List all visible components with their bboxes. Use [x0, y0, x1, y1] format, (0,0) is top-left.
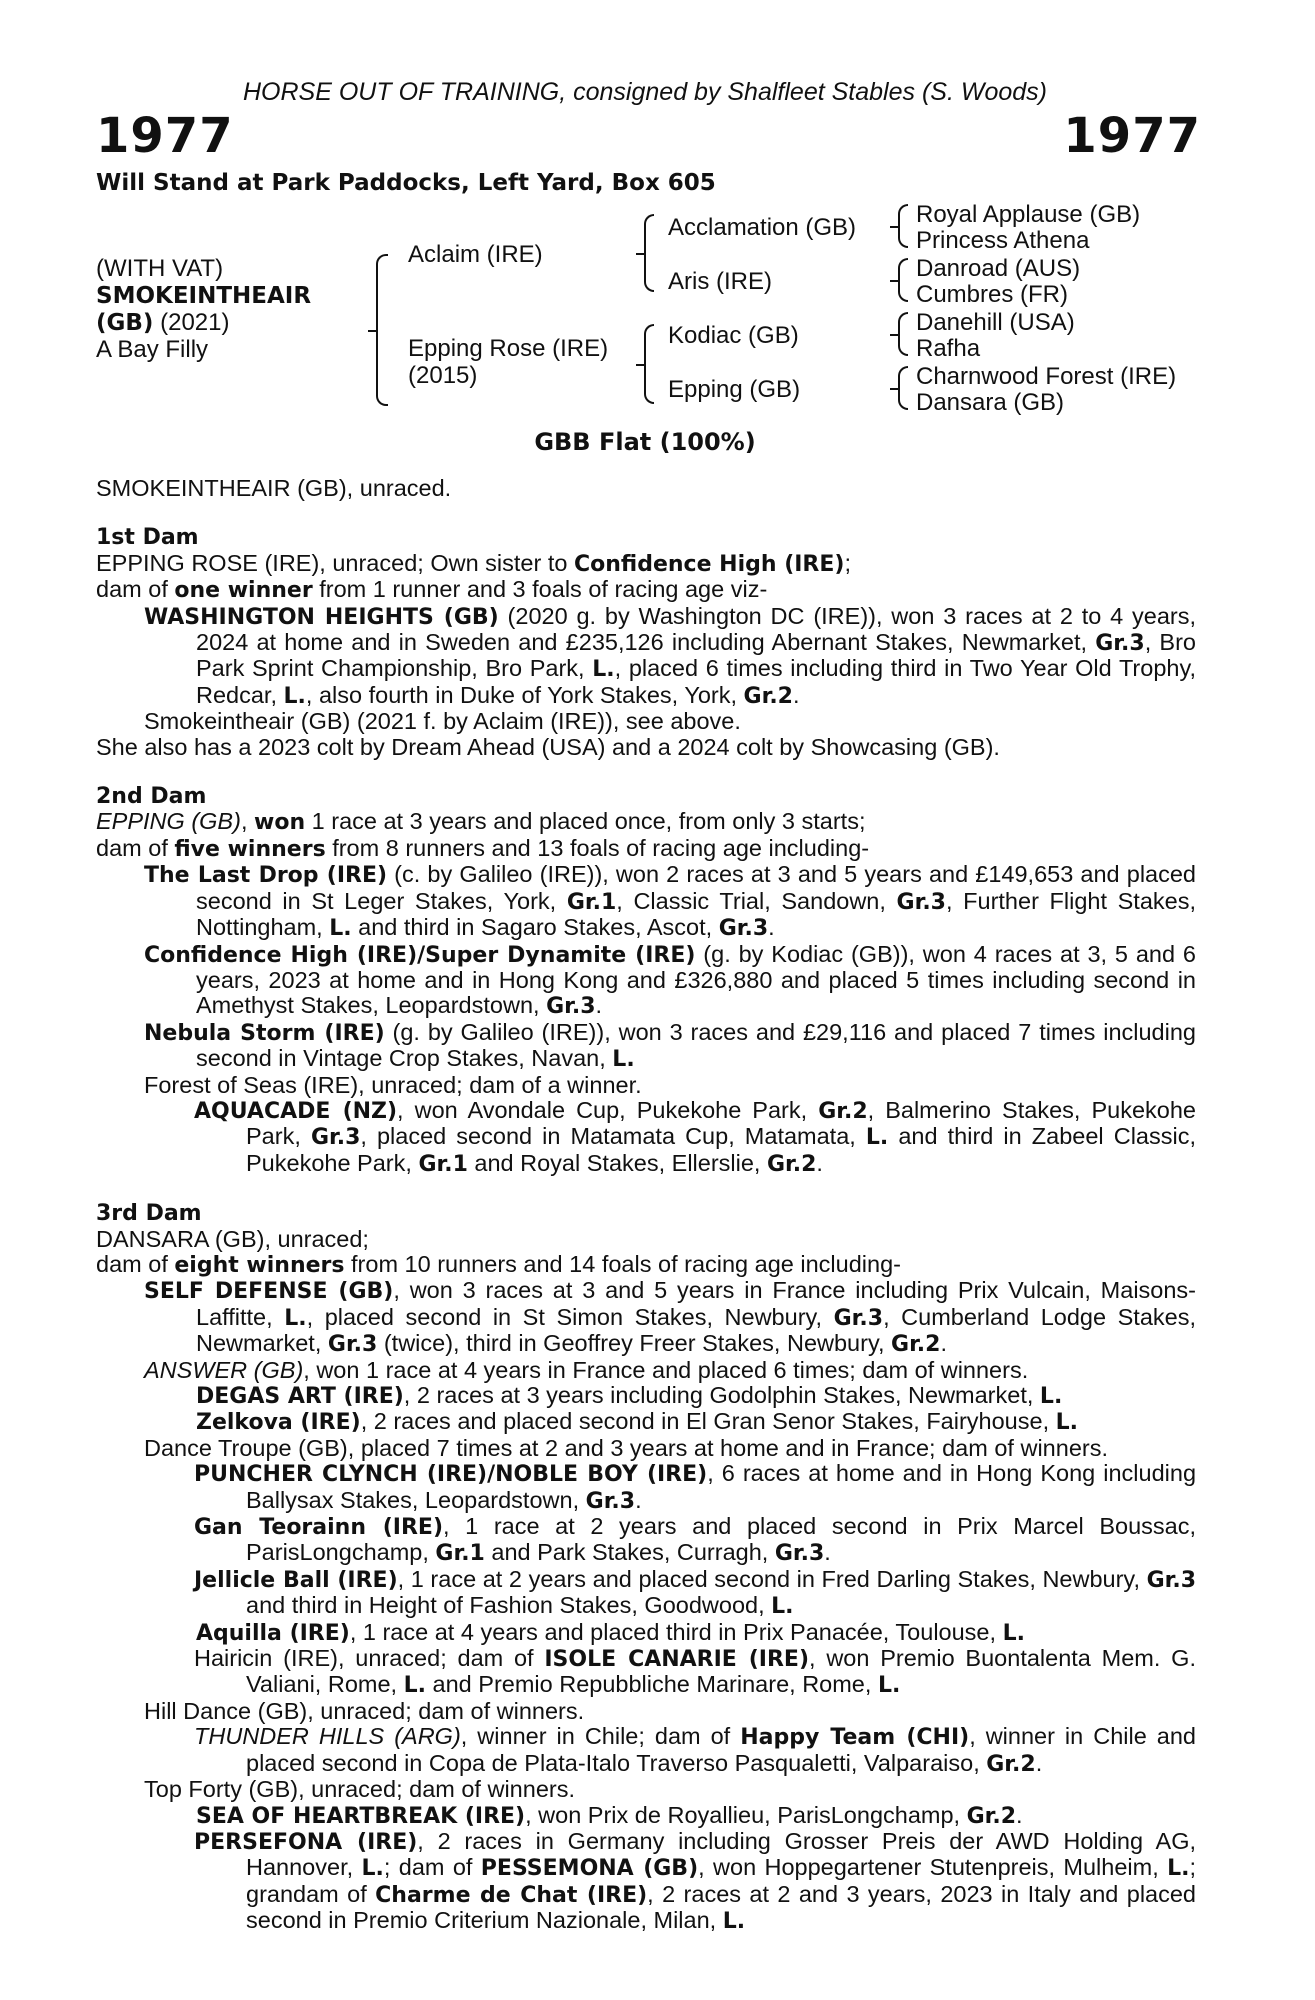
pedigree-dam-year: (2015) [408, 362, 478, 389]
pedigree-gen3-6: Rafha [916, 335, 981, 362]
third-dam-entry-8: Jellicle Ball (IRE), 1 race at 2 years and placed second in Fred Darling Stakes, Newbury, Gr.3 and third in Height of Fashion Stakes, Goodwood, L. [194, 1565, 1196, 1620]
lot-number-right: 1977 [1063, 108, 1201, 164]
pedigree-brace-main [376, 254, 388, 406]
horse-year: (2021) [160, 309, 230, 336]
pedigree-brace-g1 [898, 204, 908, 248]
third-dam-entry-5: Dance Troupe (GB), placed 7 times at 2 and 3 years at home and in France; dam of winners. [144, 1434, 1108, 1461]
second-dam-entry-5: AQUACADE (NZ), won Avondale Cup, Pukekohe Park, Gr.2, Balmerino Stakes, Pukekohe Park, Gr.3, placed second in Matamata Cup, Matamata, L. and third in Zabeel Classic, Pukekohe Park, Gr.1 and Royal Stakes, Ellerslie, Gr.2. [194, 1096, 1196, 1177]
pedigree-sire: Aclaim (IRE) [408, 241, 543, 268]
pedigree-brace-g2 [898, 258, 908, 302]
horse-description: A Bay Filly [96, 336, 209, 363]
lot-number-left: 1977 [96, 108, 234, 164]
catalogue-body [96, 476, 1196, 1935]
pedigree-gen3-1: Royal Applause (GB) [916, 201, 1141, 228]
third-dam-entry-14: SEA OF HEARTBREAK (IRE), won Prix de Royallieu, ParisLongchamp, Gr.2. [196, 1801, 1023, 1829]
pedigree-gen3-5: Danehill (USA) [916, 309, 1075, 336]
pedigree-dam: Epping Rose (IRE) [408, 335, 609, 362]
ratings: GBB Flat (100%) [534, 428, 756, 456]
horse-country: (GB) [96, 310, 154, 336]
intro-line: SMOKEINTHEAIR (GB), unraced. [96, 475, 452, 501]
pedigree-gen3-2: Princess Athena [916, 227, 1090, 254]
second-dam-entry-4: Forest of Seas (IRE), unraced; dam of a winner. [144, 1071, 642, 1098]
pedigree-brace-dam [644, 324, 654, 404]
third-dam-entry-11: Hill Dance (GB), unraced; dam of winners. [144, 1697, 585, 1724]
second-dam-line1: EPPING (GB), won 1 race at 3 years and placed once, from only 3 starts; [96, 808, 866, 836]
pedigree-sire-dam: Aris (IRE) [668, 268, 772, 295]
first-dam-entry-1: WASHINGTON HEIGHTS (GB) (2020 g. by Washington DC (IRE)), won 3 races at 2 to 4 years, 2024 at home and in Sweden and £235,126 including Abernant Stakes, Newmarket, Gr.3, Bro Park Sprint Championship, Bro Park, L., placed 6 times including third in Two Year Old Trophy, Redcar, L., also fourth in Duke of York Stakes, York, Gr.2. [144, 602, 1196, 709]
third-dam-line1: DANSARA (GB), unraced; [96, 1225, 369, 1252]
first-dam-entry-2: Smokeintheair (GB) (2021 f. by Aclaim (IRE)), see above. [144, 708, 741, 735]
horse-name: SMOKEINTHEAIR [96, 283, 312, 309]
third-dam-entry-12: THUNDER HILLS (ARG), winner in Chile; dam of Happy Team (CHI), winner in Chile and placed second in Copa de Plata-Italo Traverso Pasqualetti, Valparaiso, Gr.2. [194, 1723, 1196, 1777]
pedigree-sire-sire: Acclamation (GB) [668, 214, 857, 241]
pedigree-brace-g3 [898, 312, 908, 356]
pedigree-gen3-4: Cumbres (FR) [916, 281, 1069, 308]
pedigree-brace-sire [644, 214, 654, 292]
horse-country-year [96, 310, 229, 336]
second-dam-line2: dam of five winners from 8 runners and 13 foals of racing age including- [96, 834, 870, 862]
pedigree-gen3-8: Dansara (GB) [916, 389, 1065, 416]
third-dam-entry-7: Gan Teorainn (IRE), 1 race at 2 years and placed second in Prix Marcel Boussac, ParisLongchamp, Gr.1 and Park Stakes, Curragh, Gr.3. [194, 1513, 1196, 1567]
first-dam-closing: She also has a 2023 colt by Dream Ahead (USA) and a 2024 colt by Showcasing (GB). [96, 733, 1000, 760]
vat-note: (WITH VAT) [96, 255, 224, 282]
third-dam-entry-4: Zelkova (IRE), 2 races and placed second in El Gran Senor Stakes, Fairyhouse, L. [196, 1408, 1079, 1436]
third-dam-entry-15: PERSEFONA (IRE), 2 races in Germany including Grosser Preis der AWD Holding AG, Hannover, L.; dam of PESSEMONA (GB), won Hoppegartener Stutenpreis, Mulheim, L.; grandam of Charme de Chat (IRE), 2 races at 2 and 3 years, 2023 in Italy and placed second in Premio Criterium Nazionale, Milan, L. [194, 1827, 1197, 1935]
second-dam-heading: 2nd Dam [96, 784, 207, 810]
pedigree-gen3-7: Charnwood Forest (IRE) [916, 363, 1177, 390]
third-dam-entry-6: PUNCHER CLYNCH (IRE)/NOBLE BOY (IRE), 6 races at home and in Hong Kong including Ballysax Stakes, Leopardstown, Gr.3. [194, 1460, 1197, 1514]
third-dam-entry-3: DEGAS ART (IRE), 2 races at 3 years including Godolphin Stakes, Newmarket, L. [196, 1382, 1063, 1409]
first-dam-line1: EPPING ROSE (IRE), unraced; Own sister to Confidence High (IRE); [96, 549, 851, 577]
stand-location: Will Stand at Park Paddocks, Left Yard, Box 605 [96, 170, 716, 196]
second-dam-entry-2: Confidence High (IRE)/Super Dynamite (IRE) (g. by Kodiac (GB)), won 4 races at 3, 5 and 6 years, 2023 at home and in Hong Kong and £326,880 and placed 5 times including second in Amethyst Stakes, Leopardstown, Gr.3. [144, 940, 1196, 1020]
second-dam-entry-1: The Last Drop (IRE) (c. by Galileo (IRE)), won 2 races at 3 and 5 years and £149,653 and placed second in St Leger Stakes, York, Gr.1, Classic Trial, Sandown, Gr.3, Further Flight Stakes, Nottingham, L. and third in Sagaro Stakes, Ascot, Gr.3. [144, 861, 1197, 942]
pedigree-brace-g4 [898, 366, 908, 410]
pedigree-dam-dam: Epping (GB) [668, 376, 801, 403]
third-dam-line2: dam of eight winners from 10 runners and 14 foals of racing age including- [96, 1250, 901, 1278]
third-dam-entry-9: Aquilla (IRE), 1 race at 4 years and placed third in Prix Panacée, Toulouse, L. [196, 1618, 1025, 1646]
first-dam-line2: dam of one winner from 1 runner and 3 foals of racing age viz- [96, 576, 768, 604]
third-dam-entry-13: Top Forty (GB), unraced; dam of winners. [144, 1776, 575, 1803]
pedigree-dam-sire: Kodiac (GB) [668, 322, 799, 349]
second-dam-entry-3: Nebula Storm (IRE) (g. by Galileo (IRE)), won 3 races and £29,116 and placed 7 times including second in Vintage Crop Stakes, Navan, L. [144, 1018, 1196, 1073]
third-dam-entry-10: Hairicin (IRE), unraced; dam of ISOLE CANARIE (IRE), won Premio Buontalenta Mem. G. Valiani, Rome, L. and Premio Repubbliche Marinare, Rome, L. [194, 1645, 1196, 1699]
third-dam-entry-2: ANSWER (GB), won 1 race at 4 years in France and placed 6 times; dam of winners. [144, 1356, 1029, 1383]
third-dam-entry-1: SELF DEFENSE (GB), won 3 races at 3 and 5 years in France including Prix Vulcain, Maisons-Laffitte, L., placed second in St Simon Stakes, Newbury, Gr.3, Cumberland Lodge Stakes, Newmarket, Gr.3 (twice), third in Geoffrey Freer Stakes, Newbury, Gr.2. [144, 1277, 1197, 1358]
consignment-line: HORSE OUT OF TRAINING, consigned by Shalfleet Stables (S. Woods) [243, 78, 1047, 106]
first-dam-heading: 1st Dam [96, 525, 199, 551]
pedigree-gen3-3: Danroad (AUS) [916, 255, 1081, 282]
third-dam-heading: 3rd Dam [96, 1201, 202, 1227]
